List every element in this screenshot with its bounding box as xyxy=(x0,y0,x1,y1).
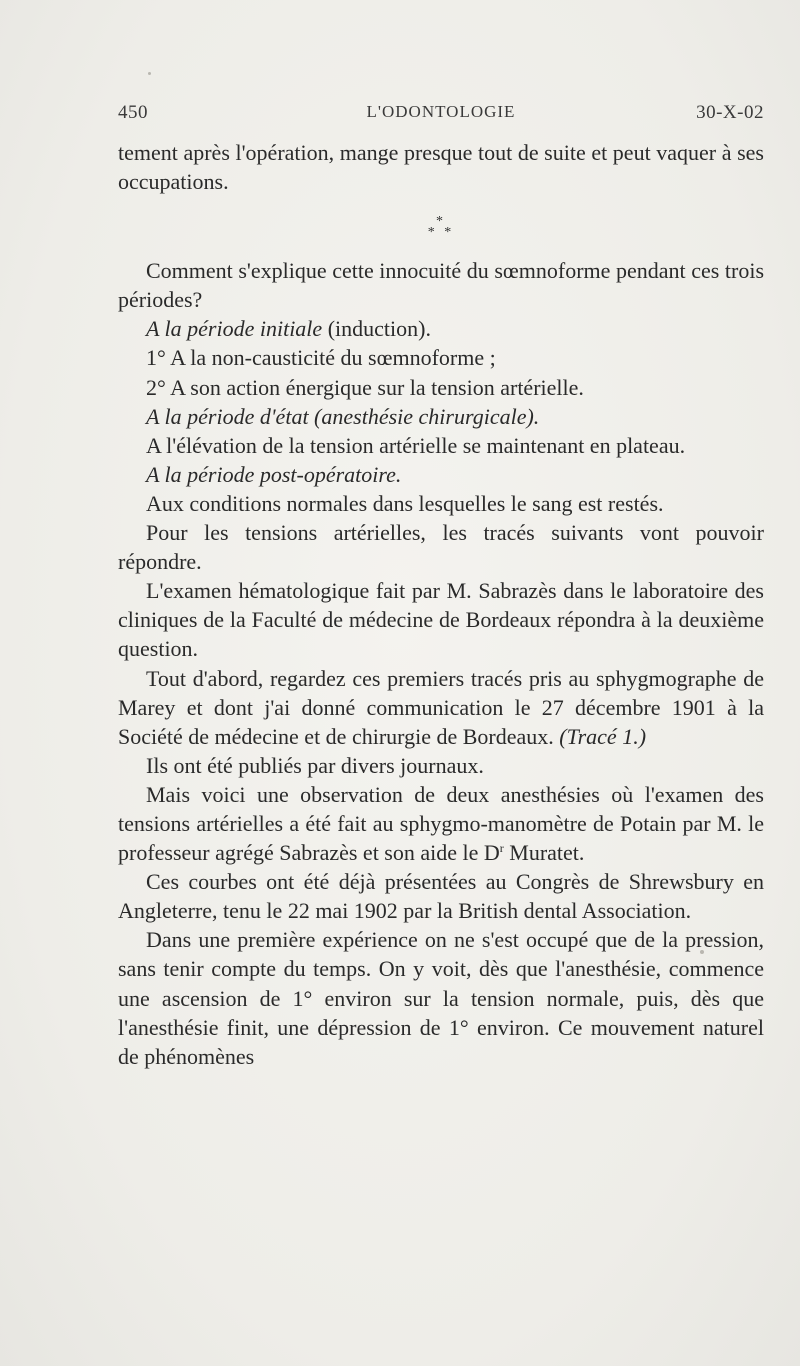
paragraph: Ils ont été publiés par divers journaux. xyxy=(146,752,484,778)
running-title: L'ODONTOLOGIE xyxy=(366,102,516,121)
paragraph xyxy=(118,664,764,751)
paragraph-tail: Muratet. xyxy=(503,840,585,866)
paragraph: 1° A la non-causticité du sœmnoforme ; xyxy=(146,345,496,371)
italic-heading: A la période d'état (anesthésie chirurgicale). xyxy=(146,403,540,429)
paragraph: 2° A son action énergique sur la tension artérielle. xyxy=(146,374,584,400)
paragraph: Aux conditions normales dans lesquelles le sang est restés. xyxy=(146,490,664,516)
asterism-divider xyxy=(118,214,764,241)
paragraph: Dans une première expérience on ne s'est occupé que de la pression, sans tenir compte du temps. On y voit, dès que l'anesthésie, commence une ascension de 1° environ sur la tension normale, puis, dès que l'anesthésie finit, une dépression de 1° environ. Ce mouvement naturel de phénomènes xyxy=(118,927,764,1069)
italic-heading: A la période initiale xyxy=(146,316,323,342)
paragraph: tement après l'opération, mange presque tout de suite et peut vaquer à ses occupations. xyxy=(118,140,764,195)
paragraph: Pour les tensions artérielles, les tracés suivants vont pouvoir répondre. xyxy=(118,520,764,575)
italic-heading: A la période post-opératoire. xyxy=(146,461,402,487)
paragraph: A l'élévation de la tension artérielle se maintenant en plateau. xyxy=(146,432,686,458)
paragraph xyxy=(118,780,764,867)
asterism-top: * xyxy=(436,214,446,230)
paragraph-tail: (induction). xyxy=(322,316,431,342)
paragraph: L'examen hématologique fait par M. Sabrazès dans le laboratoire des cliniques de la Faculté de médecine de Bordeaux répondra à la deuxième question. xyxy=(118,578,764,662)
paragraph xyxy=(118,314,764,343)
figure-reference: (Tracé 1.) xyxy=(559,723,647,749)
paragraph-text: Mais voici une observation de deux anesthésies où l'examen des tensions artérielles a été fait au sphygmo-manomètre de Potain par M. le professeur agrégé Sabrazès et son aide le D xyxy=(118,781,764,866)
running-header xyxy=(118,102,764,130)
body-text xyxy=(118,138,764,1071)
asterism-bottom: * * xyxy=(427,225,455,241)
paper-speck xyxy=(148,72,151,75)
superscript: r xyxy=(499,841,504,856)
page-number: 450 xyxy=(118,102,148,123)
paragraph-text: Tout d'abord, regardez ces premiers tracés pris au sphygmographe de Marey et dont j'ai donné communication le 27 décembre 1901 à la Société de médecine et de chirurgie de Bordeaux. xyxy=(118,665,764,749)
issue-date: 30-X-02 xyxy=(696,102,764,123)
paragraph: Ces courbes ont été déjà présentées au Congrès de Shrewsbury en Angleterre, tenu le 22 mai 1902 par la British dental Association. xyxy=(118,869,764,924)
paragraph: Comment s'explique cette innocuité du sœmnoforme pendant ces trois périodes? xyxy=(118,258,764,313)
